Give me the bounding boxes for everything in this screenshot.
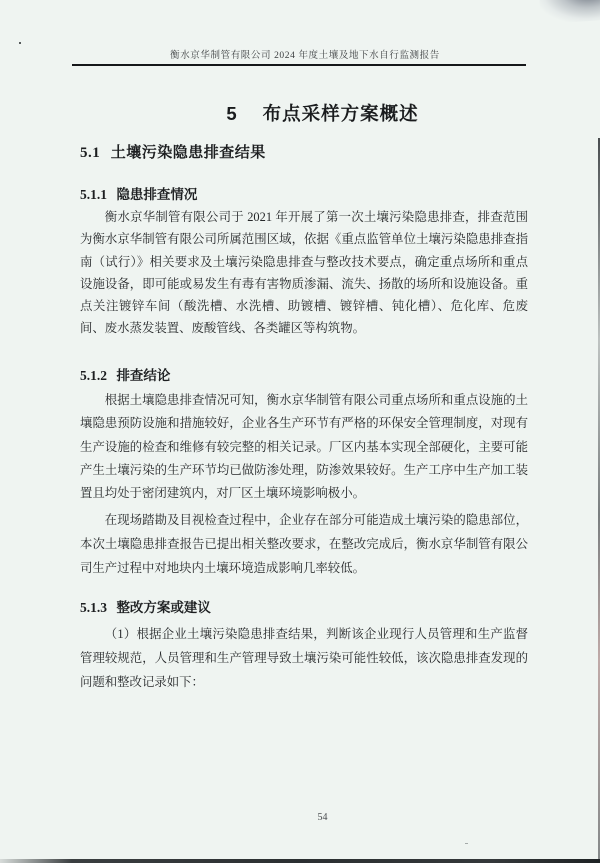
section-number: 5.1 xyxy=(80,145,101,161)
paragraph-survey-conclusion-2: 在现场踏勘及目视检查过程中，企业存在部分可能造成土壤污染的隐患部位，本次土壤隐患排查报告已提出相关整改要求，在整改完成后，衡水京华制管有限公司生产过程中对地块内土壤环境造成影响几率较低。 xyxy=(80,513,528,575)
section-heading-5-1 xyxy=(80,141,266,162)
scan-speck xyxy=(465,843,468,844)
section-number: 5.1.1 xyxy=(80,187,107,202)
section-title-text: 整改方案或建议 xyxy=(116,600,211,615)
page-number: 54 xyxy=(317,812,328,823)
header-rule xyxy=(72,64,526,66)
section-title-text: 隐患排查情况 xyxy=(116,187,198,202)
section-heading-5-1-2 xyxy=(80,364,170,384)
chapter-number: 5 xyxy=(226,103,237,124)
paragraph-hidden-danger-survey: 衡水京华制管有限公司于 2021 年开展了第一次土壤污染隐患排查，排查范围为衡水京华制管有限公司所属范围区域，依据《重点监管单位土壤污染隐患排查指南（试行）》相关要求及土壤污染隐患排查与整改技术要点，确定重点场所和重点设施设备，即可能或易发生有毒有害物质渗漏、流失、扬散的场所和设施设备。重点关注镀锌车间（酸洗槽、水洗槽、助镀槽、镀锌槽、钝化槽）、危化库、危废间、废水蒸发装置、废酸管线、各类罐区等构筑物。 xyxy=(80,210,528,336)
chapter-title-text: 布点采样方案概述 xyxy=(262,103,419,124)
section-number: 5.1.3 xyxy=(80,600,107,615)
section-number: 5.1.2 xyxy=(80,368,107,383)
running-header: 衡水京华制管有限公司 2024 年度土壤及地下水自行监测报告 xyxy=(170,51,440,61)
paragraph-rectification-suggestion: （1）根据企业土壤污染隐患排查结果，判断该企业现行人员管理和生产监督管理较规范，人员管理和生产管理导致土壤污染可能性较低，该次隐患排查发现的问题和整改记录如下： xyxy=(80,627,528,690)
section-title-text: 排查结论 xyxy=(116,368,171,383)
scan-corner-smudge xyxy=(539,0,600,24)
scan-speck xyxy=(19,42,21,44)
section-heading-5-1-1 xyxy=(80,183,197,203)
section-heading-5-1-3 xyxy=(80,596,211,616)
paragraph-survey-conclusion-1: 根据土壤隐患排查情况可知，衡水京华制管有限公司重点场所和重点设施的土壤隐患预防设施和措施较好，企业各生产环节有严格的环保安全管理制度，对现有生产设施的检查和维修有较完整的相关记录。厂区内基本实现全部硬化，主要可能产生土壤污染的生产环节均已做防渗处理，防渗效果较好。生产工序中生产加工装置且均处于密闭建筑内，对厂区土壤环境影响极小。 xyxy=(80,393,528,501)
chapter-title xyxy=(95,100,550,126)
scan-bottom-edge xyxy=(0,859,600,863)
section-title-text: 土壤污染隐患排查结果 xyxy=(110,144,266,161)
